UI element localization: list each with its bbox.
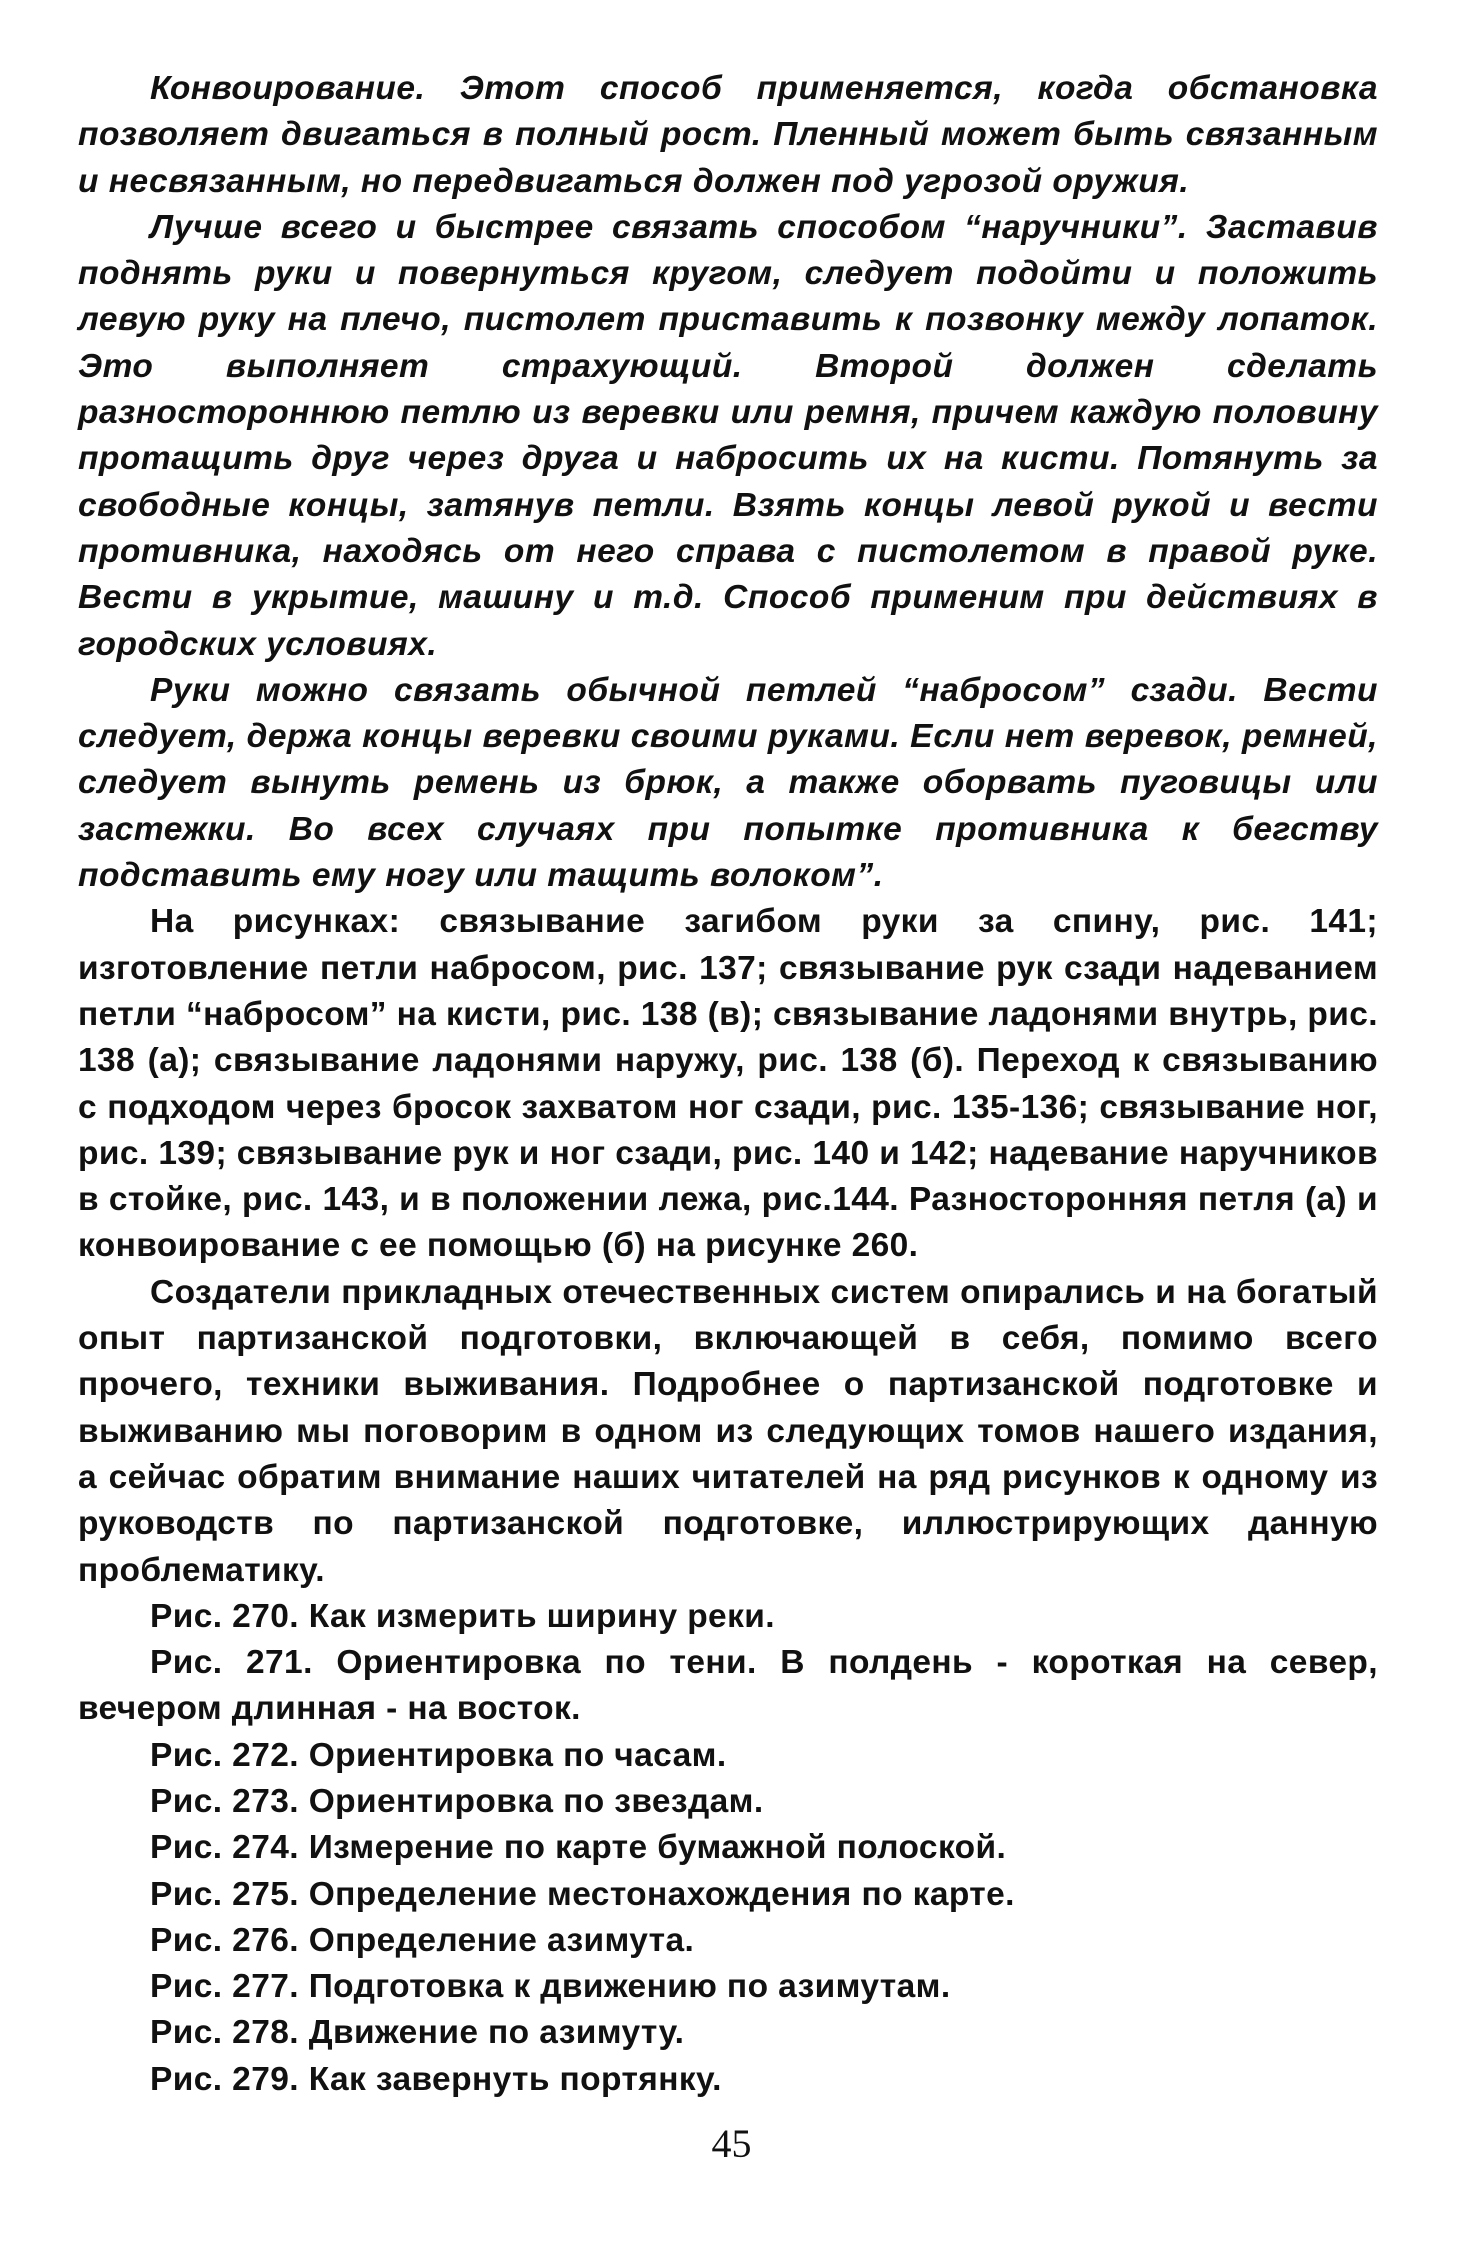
figure-caption-277: Рис. 277. Подготовка к движению по азимутам. [150, 1968, 951, 2006]
paragraph-figure-references: На рисунках: связывание загибом руки за спину, рис. 141; изготовление петли набросом, рис. 137; связывание рук сзади надеванием петли “набросом” на кисти, рис. 138 (в); связывание ладонями внутрь, рис. 138 (а); связывание ладонями наружу, рис. 138 (б). Переход к связыванию с подходом через бросок захватом ног сзади, рис. 135-136; связывание ног, рис. 139; связывание рук и ног сзади, рис. 140 и 142; надевание наручников в стойке, рис. 143, и в положении лежа, рис.144. Разносторонняя петля (а) и конвоирование с ее помощью (б) на рисунке 260. [78, 903, 1378, 1265]
figure-caption-275: Рис. 275. Определение местонахождения по карте. [150, 1875, 1015, 1913]
page-number: 45 [711, 2121, 752, 2166]
figure-caption-278: Рис. 278. Движение по азимуту. [150, 2014, 685, 2052]
figure-caption-272: Рис. 272. Ориентировка по часам. [150, 1736, 727, 1774]
figure-caption-270: Рис. 270. Как измерить ширину реки. [150, 1597, 775, 1635]
figure-caption-274: Рис. 274. Измерение по карте бумажной полоской. [150, 1829, 1007, 1867]
figure-caption-276: Рис. 276. Определение азимута. [150, 1921, 695, 1959]
paragraph-handcuffs-method: Лучше всего и быстрее связать способом “наручники”. Заставив поднять руки и повернуться кругом, следует подойти и положить левую руку на плечо, пистолет приставить к позвонку между лопаток. Это выполняет страхующий. Второй должен сделать разностороннюю петлю из веревки или ремня, причем каждую половину протащить друг через друга и набросить их на кисти. Потянуть за свободные концы, затянув петли. Взять концы левой рукой и вести противника, находясь от него справа с пистолетом в правой руке. Вести в укрытие, машину и т.д. Способ применим при действиях в городских условиях. [78, 208, 1378, 663]
figure-caption-279: Рис. 279. Как завернуть портянку. [150, 2060, 722, 2098]
paragraph-tie-behind: Руки можно связать обычной петлей “набросом” сзади. Вести следует, держа концы веревки своими руками. Если нет веревок, ремней, следует вынуть ремень из брюк, а также оборвать пуговицы или застежки. Во всех случаях при попытке противника к бегству подставить ему ногу или тащить волоком”. [78, 671, 1378, 895]
paragraph-convoy: Конвоирование. Этот способ применяется, когда обстановка позволяет двигаться в полный рост. Пленный может быть связанным и несвязанным, но передвигаться должен под угрозой оружия. [78, 70, 1378, 200]
figure-caption-271: Рис. 271. Ориентировка по тени. В полдень - короткая на север, вечером длинная - на восток. [78, 1644, 1378, 1728]
page-body [78, 66, 1378, 2103]
paragraph-partisan-training: Создатели прикладных отечественных систем опирались и на богатый опыт партизанской подготовки, включающей в себя, помимо всего прочего, техники выживания. Подробнее о партизанской подготовке и выживанию мы поговорим в одном из следующих томов нашего издания, а сейчас обратим внимание наших читателей на ряд рисунков к одному из руководств по партизанской подготовке, иллюстрирующих данную проблематику. [78, 1273, 1378, 1589]
figure-caption-273: Рис. 273. Ориентировка по звездам. [150, 1782, 764, 1820]
